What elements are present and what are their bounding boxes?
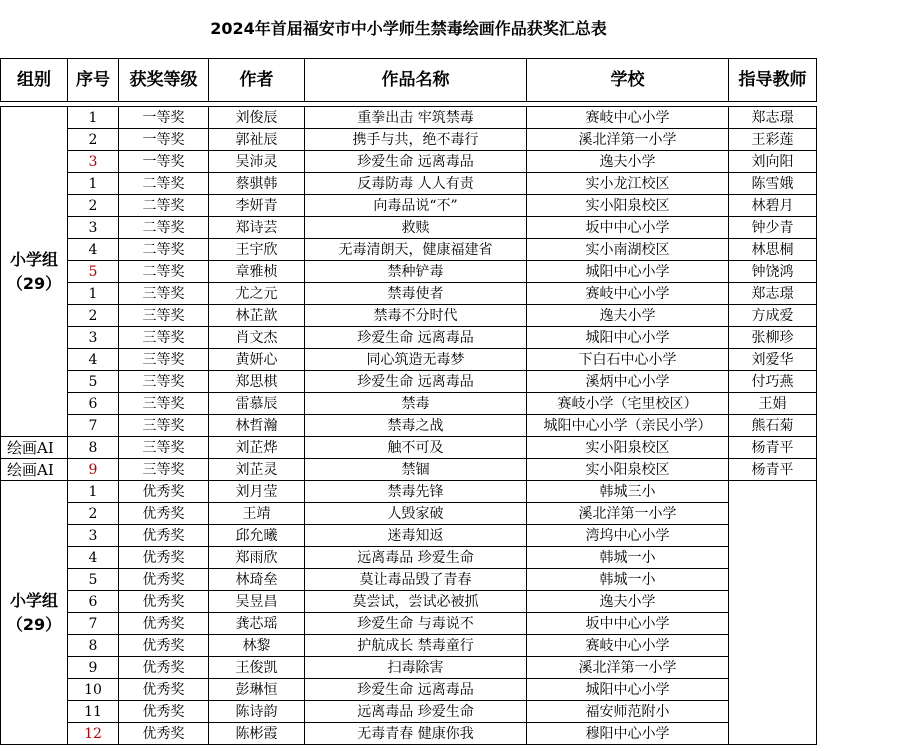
work-title-cell[interactable]: 珍爱生命 远离毒品 — [305, 151, 527, 173]
table-row — [1, 283, 817, 305]
table-row — [1, 349, 817, 371]
seq-cell[interactable]: 1 — [68, 481, 119, 503]
header-seq[interactable]: 序号 — [68, 59, 119, 102]
school-cell[interactable]: 韩城一小 — [527, 569, 729, 591]
table-row — [1, 305, 817, 327]
teacher-cell[interactable]: 刘爱华 — [729, 349, 817, 371]
group-count: （29） — [6, 614, 62, 634]
work-title-cell[interactable]: 重拳出击 牢筑禁毒 — [305, 107, 527, 129]
school-cell[interactable]: 实小南湖校区 — [527, 239, 729, 261]
author-cell[interactable]: 王俊凯 — [209, 657, 305, 679]
school-cell[interactable]: 城阳中心小学 — [527, 327, 729, 349]
work-title-cell[interactable]: 远离毒品 珍爱生命 — [305, 701, 527, 723]
work-title-cell[interactable]: 禁毒先锋 — [305, 481, 527, 503]
author-cell[interactable]: 刘芷烨 — [209, 437, 305, 459]
author-cell[interactable]: 郑思棋 — [209, 371, 305, 393]
seq-cell[interactable]: 3 — [68, 151, 119, 173]
teacher-cell[interactable]: 郑志璟 — [729, 283, 817, 305]
table-row — [1, 613, 817, 635]
work-title-cell[interactable]: 反毒防毒 人人有责 — [305, 173, 527, 195]
school-cell[interactable]: 城阳中心小学 — [527, 679, 729, 701]
award-cell[interactable]: 优秀奖 — [119, 635, 209, 657]
teacher-cell[interactable]: 陈雪娥 — [729, 173, 817, 195]
group-cell-1[interactable] — [1, 107, 68, 437]
seq-cell[interactable]: 6 — [68, 591, 119, 613]
author-cell[interactable]: 林哲瀚 — [209, 415, 305, 437]
author-cell[interactable]: 龚芯瑶 — [209, 613, 305, 635]
table-row — [1, 635, 817, 657]
group-name: 小学组 — [9, 590, 58, 610]
teacher-cell[interactable]: 王娟 — [729, 393, 817, 415]
author-cell[interactable]: 蔡骐韩 — [209, 173, 305, 195]
author-cell[interactable]: 郑雨欣 — [209, 547, 305, 569]
work-title-cell[interactable]: 禁锢 — [305, 459, 527, 481]
work-title-cell[interactable]: 向毒品说“不” — [305, 195, 527, 217]
award-cell[interactable]: 一等奖 — [119, 129, 209, 151]
school-cell[interactable]: 福安师范附小 — [527, 701, 729, 723]
school-cell[interactable]: 逸夫小学 — [527, 305, 729, 327]
award-cell[interactable]: 优秀奖 — [119, 701, 209, 723]
table-row — [1, 107, 817, 129]
award-cell[interactable]: 优秀奖 — [119, 679, 209, 701]
author-cell[interactable]: 林琦垒 — [209, 569, 305, 591]
table-row — [1, 393, 817, 415]
school-cell[interactable]: 实小阳泉校区 — [527, 195, 729, 217]
sheet-title: 2024年首届福安市中小学师生禁毒绘画作品获奖汇总表 — [1, 0, 817, 59]
group-cell-2[interactable] — [1, 481, 68, 745]
author-cell[interactable]: 尤之元 — [209, 283, 305, 305]
school-cell[interactable]: 逸夫小学 — [527, 591, 729, 613]
seq-cell[interactable]: 9 — [68, 657, 119, 679]
ai-group-cell[interactable]: 绘画AI — [1, 437, 68, 459]
school-cell[interactable]: 实小阳泉校区 — [527, 437, 729, 459]
school-cell[interactable]: 穆阳中心小学 — [527, 723, 729, 745]
award-cell[interactable]: 优秀奖 — [119, 613, 209, 635]
school-cell[interactable]: 溪炳中心小学 — [527, 371, 729, 393]
header-row — [1, 59, 817, 102]
seq-cell[interactable]: 9 — [68, 459, 119, 481]
table-row — [1, 525, 817, 547]
work-title-cell[interactable]: 珍爱生命 远离毒品 — [305, 327, 527, 349]
school-cell[interactable]: 赛岐中心小学 — [527, 107, 729, 129]
work-title-cell[interactable]: 扫毒除害 — [305, 657, 527, 679]
author-cell[interactable]: 章雅桢 — [209, 261, 305, 283]
work-title-cell[interactable]: 珍爱生命 远离毒品 — [305, 371, 527, 393]
header-group[interactable]: 组别 — [1, 59, 68, 102]
table-row — [1, 547, 817, 569]
work-title-cell[interactable]: 禁毒之战 — [305, 415, 527, 437]
table-row — [1, 371, 817, 393]
table-row — [1, 173, 817, 195]
award-cell[interactable]: 三等奖 — [119, 371, 209, 393]
award-cell[interactable]: 二等奖 — [119, 217, 209, 239]
award-cell[interactable]: 三等奖 — [119, 305, 209, 327]
school-cell[interactable]: 城阳中心小学 — [527, 261, 729, 283]
seq-cell[interactable]: 2 — [68, 129, 119, 151]
seq-cell[interactable]: 8 — [68, 437, 119, 459]
school-cell[interactable]: 韩城一小 — [527, 547, 729, 569]
work-title-cell[interactable]: 携手与共，绝不毒行 — [305, 129, 527, 151]
author-cell[interactable]: 林黎 — [209, 635, 305, 657]
author-cell[interactable]: 林芷歆 — [209, 305, 305, 327]
seq-cell[interactable]: 4 — [68, 349, 119, 371]
author-cell[interactable]: 黄妍心 — [209, 349, 305, 371]
award-cell[interactable]: 三等奖 — [119, 349, 209, 371]
teacher-cell[interactable]: 林思桐 — [729, 239, 817, 261]
group-count: （29） — [6, 273, 62, 293]
award-cell[interactable]: 优秀奖 — [119, 723, 209, 745]
seq-cell[interactable]: 5 — [68, 261, 119, 283]
award-cell[interactable]: 三等奖 — [119, 327, 209, 349]
award-cell[interactable]: 优秀奖 — [119, 547, 209, 569]
author-cell[interactable]: 陈诗韵 — [209, 701, 305, 723]
award-cell[interactable]: 二等奖 — [119, 195, 209, 217]
seq-cell[interactable]: 7 — [68, 415, 119, 437]
teacher-cell[interactable]: 刘向阳 — [729, 151, 817, 173]
award-cell[interactable]: 三等奖 — [119, 437, 209, 459]
seq-cell[interactable]: 2 — [68, 503, 119, 525]
seq-cell[interactable]: 2 — [68, 195, 119, 217]
table-row — [1, 503, 817, 525]
table-row — [1, 129, 817, 151]
teacher-cell[interactable]: 熊石菊 — [729, 415, 817, 437]
seq-cell[interactable]: 1 — [68, 283, 119, 305]
teacher-cell[interactable]: 张柳珍 — [729, 327, 817, 349]
teacher-cell[interactable]: 杨青平 — [729, 459, 817, 481]
table-row — [1, 701, 817, 723]
seq-cell[interactable]: 3 — [68, 217, 119, 239]
work-title-cell[interactable]: 莫让毒品毁了青春 — [305, 569, 527, 591]
seq-cell[interactable]: 5 — [68, 569, 119, 591]
seq-cell[interactable]: 3 — [68, 327, 119, 349]
work-title-cell[interactable]: 触不可及 — [305, 437, 527, 459]
seq-cell[interactable]: 1 — [68, 173, 119, 195]
seq-cell[interactable]: 11 — [68, 701, 119, 723]
school-cell[interactable]: 赛岐中心小学 — [527, 283, 729, 305]
award-cell[interactable]: 优秀奖 — [119, 503, 209, 525]
table-row — [1, 195, 817, 217]
school-cell[interactable]: 溪北洋第一小学 — [527, 503, 729, 525]
seq-cell[interactable]: 2 — [68, 305, 119, 327]
seq-cell[interactable]: 7 — [68, 613, 119, 635]
work-title-cell[interactable]: 禁毒不分时代 — [305, 305, 527, 327]
table-row — [1, 239, 817, 261]
header-work-title[interactable]: 作品名称 — [305, 59, 527, 102]
work-title-cell[interactable]: 无毒清朗天，健康福建省 — [305, 239, 527, 261]
seq-cell[interactable]: 4 — [68, 239, 119, 261]
table-row — [1, 415, 817, 437]
author-cell[interactable]: 吴沛灵 — [209, 151, 305, 173]
author-cell[interactable]: 刘月莹 — [209, 481, 305, 503]
table-row — [1, 569, 817, 591]
work-title-cell[interactable]: 无毒青春 健康你我 — [305, 723, 527, 745]
author-cell[interactable]: 吴昱昌 — [209, 591, 305, 613]
work-title-cell[interactable]: 禁毒 — [305, 393, 527, 415]
work-title-cell[interactable]: 珍爱生命 远离毒品 — [305, 679, 527, 701]
teacher-cell[interactable]: 钟少青 — [729, 217, 817, 239]
table-row — [1, 591, 817, 613]
work-title-cell[interactable]: 救赎 — [305, 217, 527, 239]
teacher-cell-blank[interactable] — [729, 481, 817, 745]
work-title-cell[interactable]: 禁种铲毒 — [305, 261, 527, 283]
school-cell[interactable]: 城阳中心小学（亲民小学） — [527, 415, 729, 437]
award-cell[interactable]: 三等奖 — [119, 283, 209, 305]
work-title-cell[interactable]: 莫尝试，尝试必被抓 — [305, 591, 527, 613]
teacher-cell[interactable]: 付巧燕 — [729, 371, 817, 393]
seq-cell[interactable]: 1 — [68, 107, 119, 129]
school-cell[interactable]: 坂中中心小学 — [527, 217, 729, 239]
teacher-cell[interactable]: 郑志璟 — [729, 107, 817, 129]
award-cell[interactable]: 优秀奖 — [119, 569, 209, 591]
author-cell[interactable]: 陈彬霞 — [209, 723, 305, 745]
school-cell[interactable]: 实小阳泉校区 — [527, 459, 729, 481]
table-row — [1, 679, 817, 701]
work-title-cell[interactable]: 护航成长 禁毒童行 — [305, 635, 527, 657]
teacher-cell[interactable]: 钟饶鸿 — [729, 261, 817, 283]
award-cell[interactable]: 一等奖 — [119, 107, 209, 129]
school-cell[interactable]: 实小龙江校区 — [527, 173, 729, 195]
table-row — [1, 459, 817, 481]
work-title-cell[interactable]: 禁毒使者 — [305, 283, 527, 305]
author-cell[interactable]: 刘俊辰 — [209, 107, 305, 129]
school-cell[interactable]: 下白石中心小学 — [527, 349, 729, 371]
seq-cell[interactable]: 10 — [68, 679, 119, 701]
seq-cell[interactable]: 8 — [68, 635, 119, 657]
author-cell[interactable]: 李妍青 — [209, 195, 305, 217]
table-row — [1, 437, 817, 459]
table-row — [1, 151, 817, 173]
award-cell[interactable]: 优秀奖 — [119, 525, 209, 547]
header-teacher[interactable]: 指导教师 — [729, 59, 817, 102]
work-title-cell[interactable]: 人毁家破 — [305, 503, 527, 525]
group-name: 小学组 — [9, 249, 58, 269]
seq-cell[interactable]: 3 — [68, 525, 119, 547]
school-cell[interactable]: 湾坞中心小学 — [527, 525, 729, 547]
work-title-cell[interactable]: 同心筑造无毒梦 — [305, 349, 527, 371]
teacher-cell[interactable]: 方成爱 — [729, 305, 817, 327]
author-cell[interactable]: 王宇欣 — [209, 239, 305, 261]
table-row — [1, 261, 817, 283]
author-cell[interactable]: 郑诗芸 — [209, 217, 305, 239]
work-title-cell[interactable]: 迷毒知返 — [305, 525, 527, 547]
table-row — [1, 723, 817, 745]
award-cell[interactable]: 一等奖 — [119, 151, 209, 173]
award-cell[interactable]: 优秀奖 — [119, 591, 209, 613]
school-cell[interactable]: 赛岐小学（宅里校区） — [527, 393, 729, 415]
school-cell[interactable]: 逸夫小学 — [527, 151, 729, 173]
seq-cell[interactable]: 6 — [68, 393, 119, 415]
award-cell[interactable]: 三等奖 — [119, 393, 209, 415]
header-author[interactable]: 作者 — [209, 59, 305, 102]
award-cell[interactable]: 优秀奖 — [119, 657, 209, 679]
author-cell[interactable]: 邱允曦 — [209, 525, 305, 547]
table-row — [1, 327, 817, 349]
school-cell[interactable]: 坂中中心小学 — [527, 613, 729, 635]
work-title-cell[interactable]: 远离毒品 珍爱生命 — [305, 547, 527, 569]
ai-group-cell[interactable]: 绘画AI — [1, 459, 68, 481]
school-cell[interactable]: 溪北洋第一小学 — [527, 129, 729, 151]
author-cell[interactable]: 肖文杰 — [209, 327, 305, 349]
teacher-cell[interactable]: 林碧月 — [729, 195, 817, 217]
teacher-cell[interactable]: 杨青平 — [729, 437, 817, 459]
author-cell[interactable]: 彭琳恒 — [209, 679, 305, 701]
table-row — [1, 481, 817, 503]
award-cell[interactable]: 三等奖 — [119, 415, 209, 437]
school-cell[interactable]: 溪北洋第一小学 — [527, 657, 729, 679]
seq-cell[interactable]: 12 — [68, 723, 119, 745]
author-cell[interactable]: 雷慕辰 — [209, 393, 305, 415]
table-row — [1, 657, 817, 679]
award-cell[interactable]: 优秀奖 — [119, 481, 209, 503]
award-cell[interactable]: 二等奖 — [119, 173, 209, 195]
award-cell[interactable]: 二等奖 — [119, 239, 209, 261]
author-cell[interactable]: 王靖 — [209, 503, 305, 525]
header-school[interactable]: 学校 — [527, 59, 729, 102]
table-row — [1, 217, 817, 239]
work-title-cell[interactable]: 珍爱生命 与毒说不 — [305, 613, 527, 635]
seq-cell[interactable]: 4 — [68, 547, 119, 569]
school-cell[interactable]: 韩城三小 — [527, 481, 729, 503]
teacher-cell[interactable]: 王彩莲 — [729, 129, 817, 151]
header-award-level[interactable]: 获奖等级 — [119, 59, 209, 102]
award-cell[interactable]: 三等奖 — [119, 459, 209, 481]
school-cell[interactable]: 赛岐中心小学 — [527, 635, 729, 657]
author-cell[interactable]: 刘芷灵 — [209, 459, 305, 481]
seq-cell[interactable]: 5 — [68, 371, 119, 393]
author-cell[interactable]: 郭祉辰 — [209, 129, 305, 151]
award-cell[interactable]: 二等奖 — [119, 261, 209, 283]
